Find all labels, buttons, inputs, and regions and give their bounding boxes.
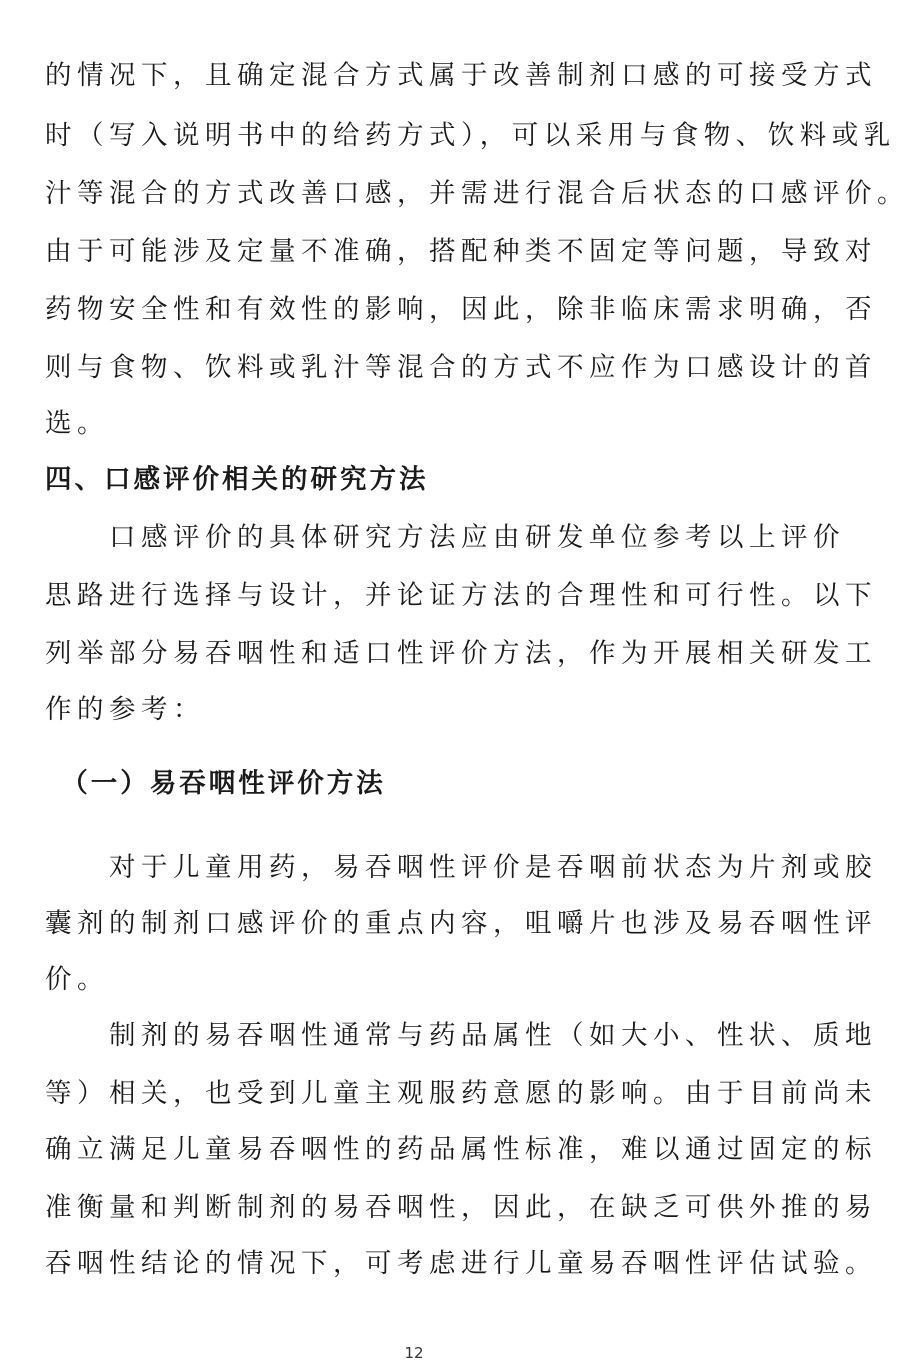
paragraph-line: 吞咽性结论的情况下，可考虑进行儿童易吞咽性评估试验。	[45, 1248, 877, 1279]
section-heading: 四、口感评价相关的研究方法	[45, 464, 429, 495]
paragraph-line: 作的参考：	[45, 694, 205, 725]
paragraph-line: 的情况下，且确定混合方式属于改善制剂口感的可接受方式	[45, 60, 877, 91]
paragraph-line: 口感评价的具体研究方法应由研发单位参考以上评价	[45, 522, 845, 553]
paragraph-line: 对于儿童用药，易吞咽性评价是吞咽前状态为片剂或胶	[45, 852, 877, 883]
subsection-heading: （一）易吞咽性评价方法	[45, 768, 386, 799]
paragraph-line: 等）相关，也受到儿童主观服药意愿的影响。由于目前尚未	[45, 1078, 877, 1109]
paragraph-line: 列举部分易吞咽性和适口性评价方法，作为开展相关研发工	[45, 638, 877, 669]
paragraph-line: 准衡量和判断制剂的易吞咽性，因此，在缺乏可供外推的易	[45, 1192, 877, 1223]
paragraph-line: 价。	[45, 964, 109, 995]
paragraph-line: 思路进行选择与设计，并论证方法的合理性和可行性。以下	[45, 580, 877, 611]
paragraph-line: 选。	[45, 408, 109, 439]
paragraph-line: 时（写入说明书中的给药方式），可以采用与食物、饮料或乳	[45, 120, 896, 151]
page-number: 12	[404, 1344, 424, 1362]
paragraph-line: 制剂的易吞咽性通常与药品属性（如大小、性状、质地	[45, 1020, 877, 1051]
paragraph-line: 确立满足儿童易吞咽性的药品属性标准，难以通过固定的标	[45, 1134, 877, 1165]
paragraph-line: 由于可能涉及定量不准确，搭配种类不固定等问题，导致对	[45, 236, 877, 267]
paragraph-line: 汁等混合的方式改善口感，并需进行混合后状态的口感评价。	[45, 178, 909, 209]
paragraph-line: 则与食物、饮料或乳汁等混合的方式不应作为口感设计的首	[45, 352, 877, 383]
paragraph-line: 药物安全性和有效性的影响，因此，除非临床需求明确，否	[45, 294, 877, 325]
paragraph-line: 囊剂的制剂口感评价的重点内容，咀嚼片也涉及易吞咽性评	[45, 908, 877, 939]
